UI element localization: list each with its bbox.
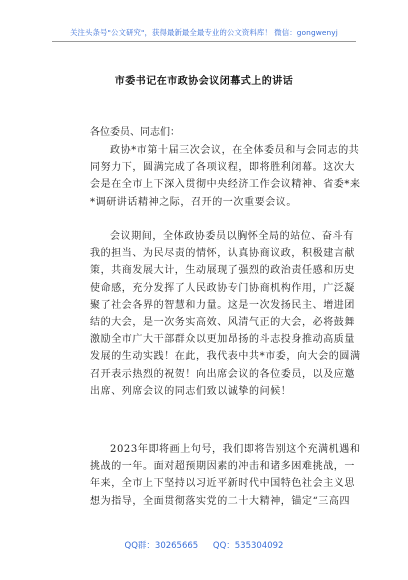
header-divider [52, 41, 356, 42]
paragraph-line: 激励全市广大干部群众以更加昂扬的斗志投身推动高质量 [90, 334, 355, 346]
footer-contact [0, 539, 408, 551]
paragraph-line: 结的大会，是一次务实高效、风清气正的大会，必将鼓舞 [90, 317, 355, 329]
header-promo-note: 关注头条号"公文研究"，获得最新最全最专业的公文资料库！ 微信：gongwenyj [70, 28, 338, 37]
paragraph-line: 会议期间，全体政协委员以胸怀全局的站位、奋斗有 [110, 231, 354, 242]
paragraph-line: *调研讲话精神之际，召开的一次重要会议。 [90, 196, 297, 208]
paragraph-line: 年来，全市上下坚持以习近平新时代中国特色社会主义思 [90, 478, 355, 490]
paragraph-line: 政协*市第十届三次会议，在全体委员和与会同志的共 [110, 145, 360, 156]
paragraph-line: 使命感，充分发挥了人民政协专门协商机构作用，广泛凝 [90, 282, 355, 294]
footer-qq-group: QQ群：30265665 [124, 541, 199, 551]
paragraph-line: 想为指导，全面贯彻落实党的二十大精神，锚定“三高四 [90, 495, 351, 507]
paragraph-line: 2023年即将画上句号，我们即将告别这个充满机遇和 [110, 444, 361, 455]
footer-qq-number: QQ：535304092 [212, 541, 284, 551]
salutation: 各位委员、同志们： [90, 127, 180, 138]
paragraph-line: 聚了社会各界的智慧和力量。这是一次发扬民主、增进团 [90, 299, 355, 311]
paragraph-2 [90, 228, 361, 400]
paragraph-line: 同努力下，圆满完成了各项议程，即将胜利闭幕。这次大 [90, 162, 355, 174]
paragraph-3 [90, 441, 361, 510]
paragraph-line: 发展的生动实践！在此，我代表中共*市委，向大会的圆满 [90, 351, 361, 363]
paragraph-line: 挑战的一年。面对超预期因素的冲击和诸多困难挑战，一 [90, 461, 355, 473]
paragraph-line: 召开表示热烈的祝贺！向出席会议的各位委员，以及应邀 [90, 368, 355, 380]
paragraph-line: 出席、列席会议的同志们致以诚挚的问候！ [90, 385, 292, 397]
paragraph-line: 我的担当、为民尽责的情怀，认真协商议政，积极建言献 [90, 248, 355, 260]
paragraph-line: 策，共商发展大计，生动展现了强烈的政治责任感和历史 [90, 265, 355, 277]
paragraph-1 [90, 142, 361, 211]
page-title: 市委书记在市政协会议闭幕式上的讲话 [114, 76, 294, 87]
paragraph-line: 会是在全市上下深入贯彻中央经济工作会议精神、省委*来 [90, 179, 361, 191]
